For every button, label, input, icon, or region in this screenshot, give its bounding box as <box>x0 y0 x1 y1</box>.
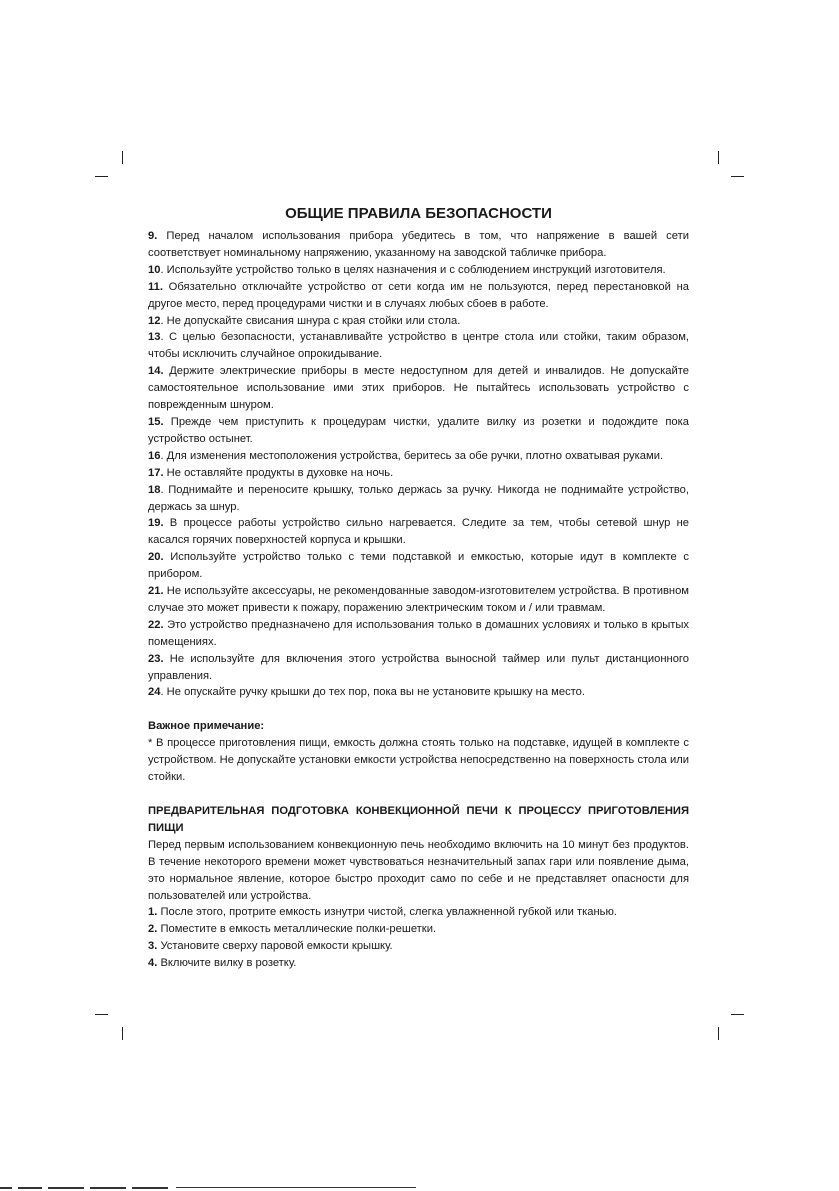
safety-rule <box>148 363 689 414</box>
prep-step-text: Поместите в емкость металлические полки-решетки. <box>157 923 437 936</box>
safety-rule-text: Не используйте для включения этого устройства выносной таймер или пульт дистанционного управления. <box>148 652 689 682</box>
safety-rule <box>148 617 689 651</box>
safety-rule-number: 18 <box>148 483 161 496</box>
safety-rule <box>148 414 689 448</box>
safety-rule-text: В процессе работы устройство сильно нагревается. Следите за тем, чтобы сетевой шнур не касался горячих поверхностей корпуса и крышки. <box>148 517 689 547</box>
safety-rule-number: 23. <box>148 652 164 665</box>
safety-rule-text: . Поднимайте и переносите крышку, только держась за ручку. Никогда не поднимайте устройство, держась за шнур. <box>148 483 689 513</box>
safety-rule-text: Держите электрические приборы в месте недоступном для детей и инвалидов. Не допускайте самостоятельное использование ими этих приборов. Не пытайтесь использовать устройство с поврежденным шнуром. <box>148 365 689 412</box>
crop-mark-top-left-horizontal <box>95 176 108 177</box>
safety-rule-text: . Не допускайте свисания шнура с края стойки или стола. <box>160 314 461 327</box>
safety-rule <box>148 549 689 583</box>
prep-heading: ПРЕДВАРИТЕЛЬНАЯ ПОДГОТОВКА КОНВЕКЦИОННОЙ ПЕЧИ К ПРОЦЕССУ ПРИГОТОВЛЕНИЯ ПИЩИ <box>148 805 689 834</box>
prep-step-text: Включите вилку в розетку. <box>157 957 297 970</box>
safety-rule <box>148 279 689 313</box>
safety-rule-number: 11. <box>148 280 163 293</box>
prep-step <box>148 938 689 955</box>
page-title: ОБЩИЕ ПРАВИЛА БЕЗОПАСНОСТИ <box>285 205 552 222</box>
safety-rule-number: 13 <box>148 331 161 344</box>
prep-steps-list <box>148 904 689 972</box>
crop-mark-bottom-right-horizontal <box>731 1014 744 1015</box>
safety-rule-text: . Для изменения местоположения устройства, беритесь за обе ручки, плотно охватывая руками. <box>160 449 664 462</box>
safety-rule-text: . С целью безопасности, устанавливайте устройство в центре стола или стойки, таким образом, чтобы исключить случайное опрокидывание. <box>148 331 689 361</box>
safety-rule-text: Используйте устройство только с теми подставкой и емкостью, которые идут в комплекте с прибором. <box>148 551 689 581</box>
safety-rule-text: Обязательно отключайте устройство от сети когда им не пользуются, перед перестановкой на другое место, перед процедурами чистки и в случаях любых сбоев в работе. <box>148 280 689 310</box>
safety-rule <box>148 515 689 549</box>
safety-rule-number: 17. <box>148 466 164 479</box>
prep-step-text: После этого, протрите емкость изнутри чистой, слегка увлажненной губкой или тканью. <box>157 906 618 919</box>
page-content <box>148 204 689 972</box>
safety-rule <box>148 329 689 363</box>
safety-rule-number: 21. <box>148 585 164 598</box>
prep-step <box>148 904 689 921</box>
safety-rule <box>148 262 689 279</box>
safety-rule-number: 10 <box>148 263 161 276</box>
prep-step <box>148 921 689 938</box>
prep-step <box>148 955 689 972</box>
note-heading: Важное примечание: <box>148 720 265 733</box>
crop-mark-bottom-right-vertical <box>718 1027 719 1040</box>
crop-mark-bottom-left-horizontal <box>95 1014 108 1015</box>
safety-rule <box>148 228 689 262</box>
safety-rule-text: Не используйте аксессуары, не рекомендованные заводом-изготовителем устройства. В противном случае это может привести к пожару, поражению электрическим током и / или травмам. <box>148 585 689 614</box>
safety-rule <box>148 651 689 685</box>
safety-rule-number: 22. <box>148 618 164 631</box>
safety-rule-number: 15. <box>148 415 164 428</box>
crop-mark-bottom-left-vertical <box>122 1027 123 1040</box>
safety-rule <box>148 448 689 465</box>
safety-rule-text: Не оставляйте продукты в духовке на ночь. <box>163 466 394 479</box>
safety-rule-number: 19. <box>148 517 164 530</box>
safety-rule-text: . Не опускайте ручку крышки до тех пор, пока вы не установите крышку на место. <box>160 686 585 699</box>
safety-rule-number: 12 <box>148 314 161 327</box>
safety-rule <box>148 482 689 516</box>
prep-step-number: 2. <box>148 923 158 936</box>
crop-mark-top-left-vertical <box>122 151 123 164</box>
prep-intro: Перед первым использованием конвекционную печь необходимо включить на 10 минут без продуктов. В течение некоторого времени может чувствоваться незначительный запах гари или появление дыма, это нормальное явление, которое быстро проходит само по себе и не представляет опасности для пользователей или устройства. <box>148 838 689 902</box>
safety-rule <box>148 583 689 617</box>
safety-rule-text: . Используйте устройство только в целях назначения и с соблюдением инструкций изготовителя. <box>160 263 666 276</box>
safety-rule <box>148 684 689 701</box>
safety-rules-list <box>148 228 689 701</box>
prep-step-text: Установите сверху паровой емкости крышку. <box>157 940 393 953</box>
safety-rule <box>148 465 689 482</box>
safety-rule-text: Перед началом использования прибора убедитесь в том, что напряжение в вашей сети соответствует номинальному напряжению, указанному на заводской табличке прибора. <box>148 230 689 259</box>
scan-artifact-line <box>0 1187 420 1191</box>
note-text: * В процессе приготовления пищи, емкость должна стоять только на подставке, идущей в комплекте с устройством. Не допускайте установки емкости устройства непосредственно на поверхность стола или стойки. <box>148 737 689 784</box>
safety-rule-number: 14. <box>148 365 164 378</box>
safety-rule-number: 20. <box>148 551 164 564</box>
safety-rule-text: Прежде чем приступить к процедурам чистки, удалите вилку из розетки и подождите пока устройство остынет. <box>148 415 689 445</box>
prep-step-number: 4. <box>148 957 158 970</box>
safety-rule-text: Это устройство предназначено для использования только в домашних условиях и только в крытых помещениях. <box>148 618 689 648</box>
safety-rule-number: 16 <box>148 449 161 462</box>
prep-step-number: 3. <box>148 940 158 953</box>
safety-rule-number: 9. <box>148 230 158 242</box>
safety-rule <box>148 313 689 330</box>
prep-step-number: 1. <box>148 906 158 919</box>
crop-mark-top-right-horizontal <box>731 176 744 177</box>
safety-rule-number: 24 <box>148 686 161 699</box>
crop-mark-top-right-vertical <box>718 151 719 164</box>
